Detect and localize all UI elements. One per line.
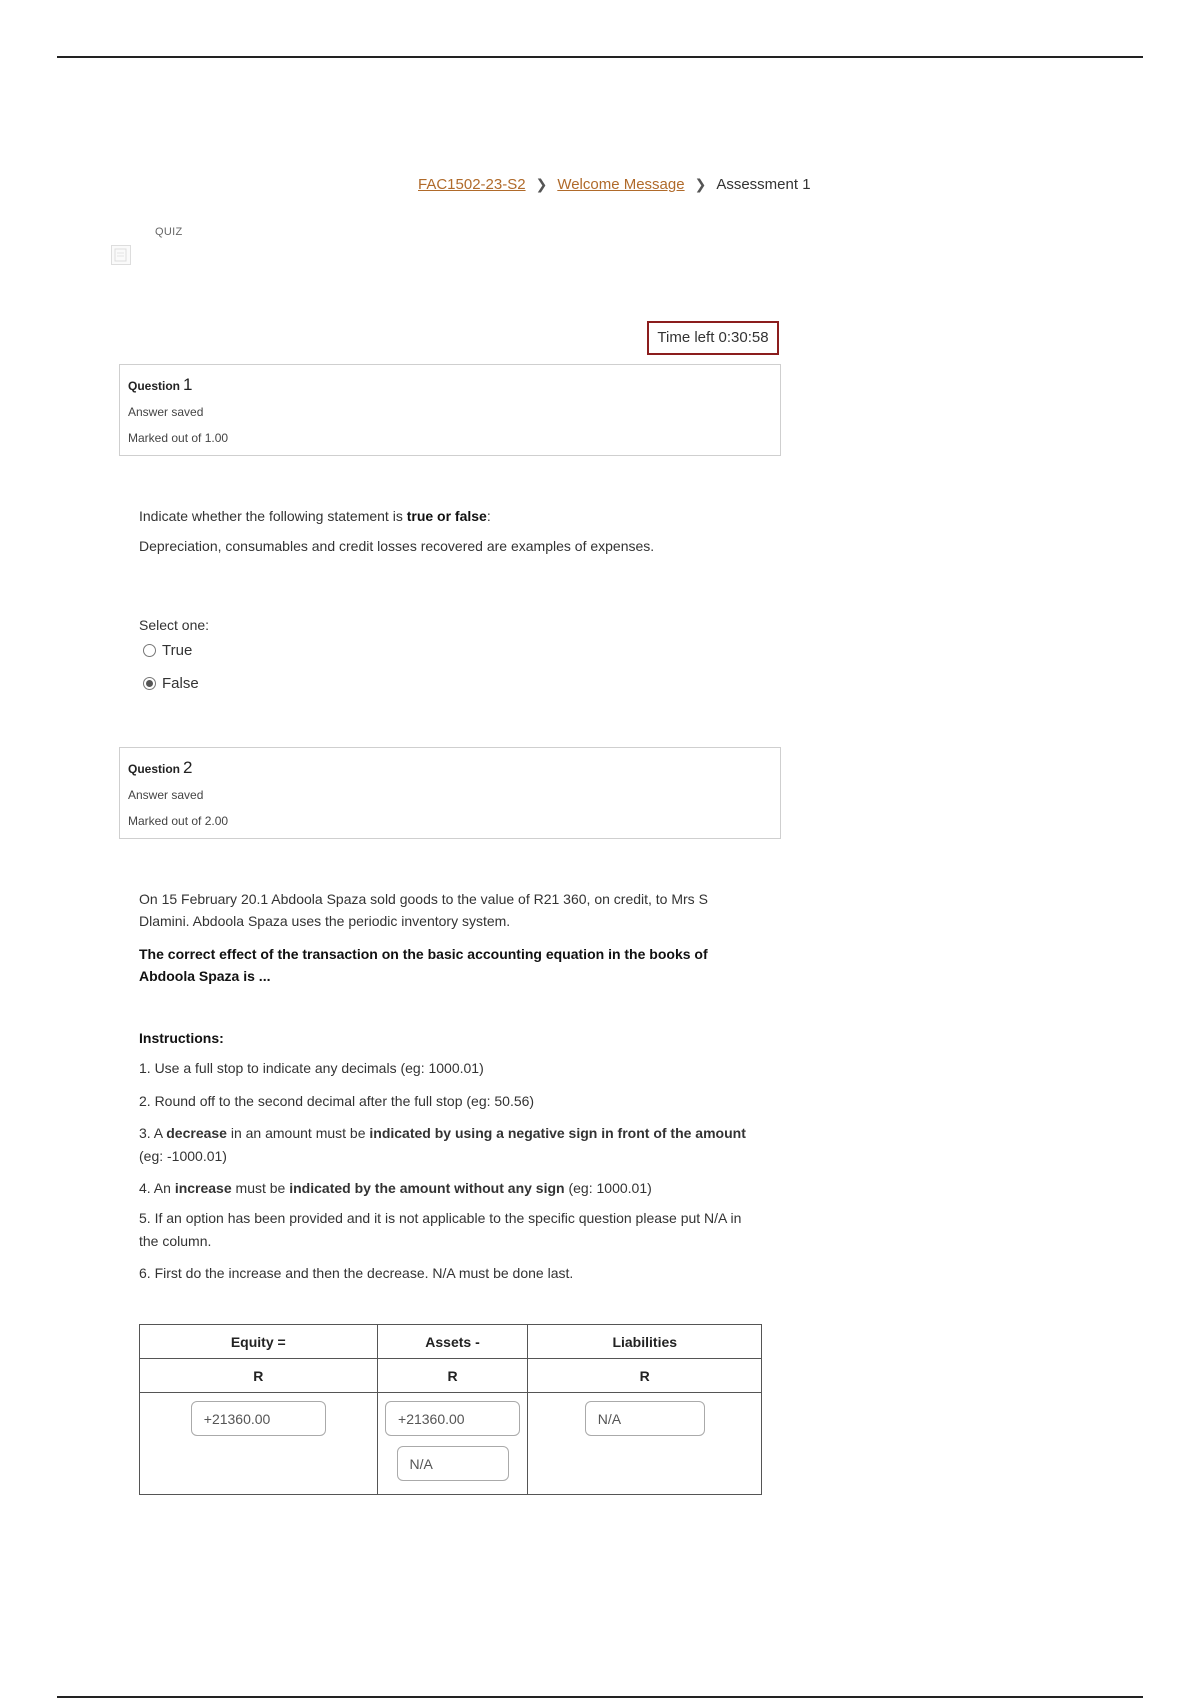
question-status: Answer saved — [128, 788, 204, 802]
breadcrumb-course-link[interactable]: FAC1502-23-S2 — [418, 176, 526, 193]
question-number: Question 1 — [128, 375, 193, 394]
liabilities-header: Liabilities — [528, 1325, 762, 1359]
assets-unit: R — [377, 1359, 528, 1393]
liabilities-cell — [528, 1393, 762, 1495]
quiz-icon — [111, 245, 131, 265]
radio-false[interactable] — [143, 677, 156, 690]
breadcrumb-current: Assessment 1 — [716, 176, 811, 193]
instruction-item: 4. An increase must be indicated by the amount without any sign (eg: 1000.01) — [139, 1180, 652, 1196]
question-2-info — [119, 747, 781, 839]
quiz-label: QUIZ — [155, 226, 183, 238]
liabilities-input[interactable] — [585, 1401, 705, 1436]
accounting-equation-table — [139, 1324, 762, 1495]
instruction-item: 5. If an option has been provided and it is not applicable to the specific question please put N/A in the column. — [139, 1210, 742, 1249]
question-2-question: The correct effect of the transaction on the basic accounting equation in the books of Abdoola Spaza is ... — [139, 946, 708, 984]
breadcrumb — [418, 176, 811, 193]
assets-input-2[interactable] — [397, 1446, 509, 1481]
instructions-title: Instructions: — [139, 1030, 224, 1046]
bottom-rule — [57, 1696, 1143, 1698]
radio-true[interactable] — [143, 644, 156, 657]
breadcrumb-section-link[interactable]: Welcome Message — [557, 176, 685, 193]
question-1-info — [119, 364, 781, 456]
option-true[interactable] — [143, 642, 192, 659]
equity-input[interactable] — [191, 1401, 326, 1436]
option-true-label: True — [162, 642, 193, 659]
chevron-right-icon: ❯ — [535, 176, 548, 192]
question-marks: Marked out of 1.00 — [128, 431, 229, 445]
instruction-item: 3. A decrease in an amount must be indicated by using a negative sign in front of the amount (eg: -1000.01) — [139, 1125, 746, 1164]
equity-header: Equity = — [140, 1325, 378, 1359]
option-false-label: False — [162, 675, 199, 692]
equity-unit: R — [140, 1359, 378, 1393]
chevron-right-icon: ❯ — [694, 176, 707, 192]
question-number: Question 2 — [128, 758, 193, 777]
instruction-item: 2. Round off to the second decimal after the full stop (eg: 50.56) — [139, 1093, 535, 1109]
assets-cell — [377, 1393, 528, 1495]
question-2-scenario: On 15 February 20.1 Abdoola Spaza sold goods to the value of R21 360, on credit, to Mrs S Dlamini. Abdoola Spaza uses the periodic inventory system. — [139, 891, 708, 929]
question-marks: Marked out of 2.00 — [128, 814, 229, 828]
select-one-label: Select one: — [139, 617, 210, 633]
top-rule — [57, 56, 1143, 58]
option-false[interactable] — [143, 675, 199, 692]
assets-input-1[interactable] — [385, 1401, 520, 1436]
liabilities-unit: R — [528, 1359, 762, 1393]
instruction-item: 1. Use a full stop to indicate any decimals (eg: 1000.01) — [139, 1060, 484, 1076]
time-left-timer: Time left 0:30:58 — [647, 321, 779, 355]
question-1-statement: Depreciation, consumables and credit losses recovered are examples of expenses. — [139, 538, 655, 554]
question-status: Answer saved — [128, 405, 204, 419]
equity-cell — [140, 1393, 378, 1495]
question-1-prompt: Indicate whether the following statement is true or false: — [139, 508, 491, 524]
assets-header: Assets - — [377, 1325, 528, 1359]
instruction-item: 6. First do the increase and then the decrease. N/A must be done last. — [139, 1265, 574, 1281]
